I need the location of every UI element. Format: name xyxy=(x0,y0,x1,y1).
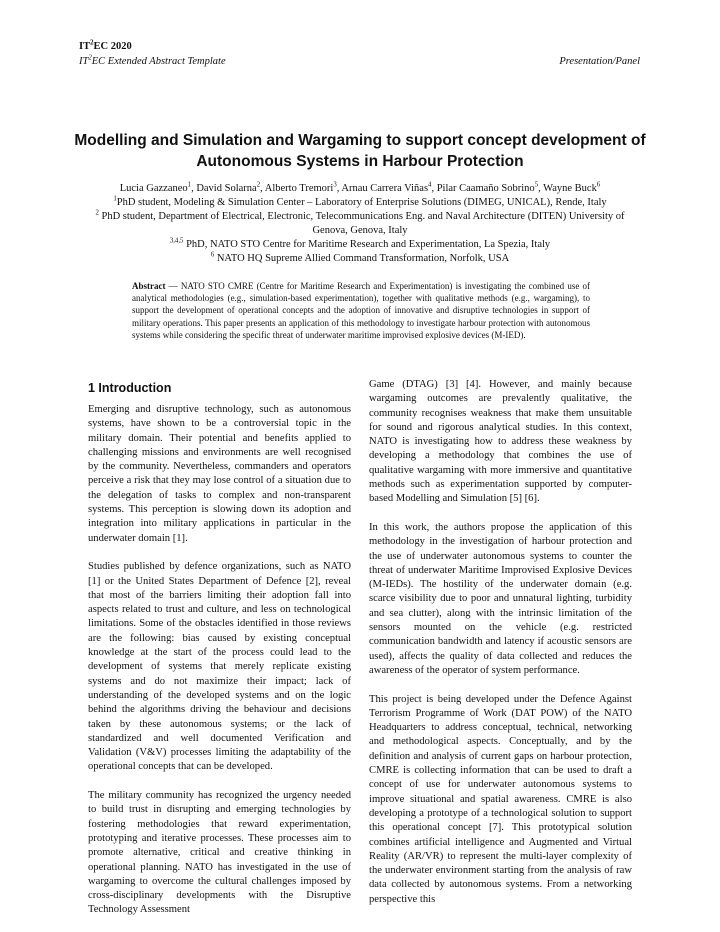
template-name: $IT^2EC$ Extended Abstract Template xyxy=(79,54,226,67)
right-column xyxy=(369,378,632,921)
conference-name: $IT^2EC$ 2020 xyxy=(79,39,132,52)
paragraph: Game (DTAG) [3] [4]. However, and mainly because wargaming outcomes are prevalently qualitative, the community recognises weakness that make them unsuitable for sound and rigorous analytical studies. In this context, NATO is investigating how to address these weakness by developing a methodology that combines the use of qualitative wargaming with more immersive and quantitative methods such as experimentation supported by computer-based Modelling and Simulation [5] [6]. xyxy=(369,379,632,505)
affiliation-2-cont: Genova, Genova, Italy xyxy=(312,225,408,236)
author-block xyxy=(60,182,660,266)
track-label: Presentation/Panel xyxy=(559,56,640,67)
paragraph: The military community has recognized the urgency needed to build trust in disrupting and emerging technologies by fostering methodologies that reward experimentation, prototyping and iterative processes. These processes aim to promote alternative, critical and creative thinking in operational planning. NATO has investigated in the use of wargaming to overcome the cultural challenges imposed by cross-disciplinary developments with the Disruptive Technology Assessment xyxy=(88,790,351,916)
section-heading: 1 Introduction xyxy=(88,381,172,395)
affiliation-4: $^6$ NATO HQ Supreme Allied Command Transformation, Norfolk, USA xyxy=(210,251,510,264)
abstract xyxy=(132,280,590,341)
paragraph: Studies published by defence organizations, such as NATO [1] or the United States Department of Defence [2], reveal that most of the barriers limiting their adoption fall into aspects related to trust and culture, and less on technological limitations. Some of the obstacles identified in those reviews are the following: bias caused by existing conceptual knowledge at the start of the process could lead to the development of systems that merely replicate existing systems and do not maximize their impact; lack of understanding of the developed systems and on the logic behind the algorithms driving the behaviour and decisions taken by these autonomous systems; or the lack of standardized and well documented Verification and Validation (V&V) processes limiting the adaptability of the operational concepts that can be developed. xyxy=(88,561,351,773)
left-column xyxy=(88,376,351,932)
author-names: Lucia Gazzaneo$^1$, David Solarna$^2$, Alberto Tremori$^3$, Arnau Carrera Viñas$^4$, Pilar Caamaño Sobrino$^5$, Wayne Buck$^6$ xyxy=(119,181,601,194)
abstract-text: — NATO STO CMRE (Centre for Maritime Research and Experimentation) is investigating the combined use of analytical methodologies (e.g., simulation-based experimentation), together with qualitative methods (e.g., wargaming), to support the development of operational concepts and the adoption of innovative and disruptive technologies in support of military operations. This paper presents an application of this methodology to investigate harbour protection with autonomous systems while considering the specific threat of underwater maritime improvised explosive devices (M-IED). xyxy=(132,281,590,340)
paper-title: Modelling and Simulation and Wargaming to support concept development of Autonomous Systems in Harbour Protection xyxy=(74,132,646,170)
abstract-label: Abstract xyxy=(132,281,166,291)
paragraph: This project is being developed under the Defence Against Terrorism Programme of Work (DAT POW) of the NATO Headquarters to address conceptual, technical, networking and methodological aspects. Conceptually, and by the definition and analysis of current gaps on harbour protection, CMRE is collecting information that can be used to draft a concept of use for underwater autonomous systems to improve situational and spatial awareness. CMRE is also developing a prototype of a technological solution to support this operational concept [7]. This prototypical solution combines artificial intelligence and Augmented and Virtual Reality (AR/VR) to represent the multi-layer complexity of the underwater environment starting from the analysis of raw data collected by autonomous systems. From a networking perspective this xyxy=(369,693,632,905)
affiliation-3: $^{3,4,5}$ PhD, NATO STO Centre for Maritime Research and Experimentation, La Spezia, Italy xyxy=(169,237,551,250)
affiliation-1: $^1$PhD student, Modeling & Simulation Center – Laboratory of Enterprise Solutions (DIMEG, UNICAL), Rende, Italy xyxy=(113,195,607,208)
paragraph: In this work, the authors propose the application of this methodology in the investigation of harbour protection and the use of underwater autonomous systems to counter the threat of underwater Maritime Improvised Explosive Devices (M-IEDs). The hostility of the underwater domain (e.g. scarce visibility due to poor and unnatural lighting, turbidity and sea clutter), along with the intrinsic limitation of the sensors mounted on the vehicle (e.g. restricted communication bandwidth and latency if acoustic sensors are used), affects the quality of data collected and reduces the awareness of the operator of system performance. xyxy=(369,521,632,676)
affiliation-2: $^2$ PhD student, Department of Electrical, Electronic, Telecommunications Eng. and Naval Architecture (DITEN) University of xyxy=(95,209,625,222)
paragraph: Emerging and disruptive technology, such as autonomous systems, have shown to be a controversial topic in the military domain. Their potential and benefits applied to challenging missions and environments are well recognised by the community. Nevertheless, commanders and operators perceive a risk that they may lose control of a situation due to the delegation of tasks to complex and non-transparent systems. This perception is slowing down its adoption and integration into military applications in particular in the underwater domain [1]. xyxy=(88,404,351,544)
